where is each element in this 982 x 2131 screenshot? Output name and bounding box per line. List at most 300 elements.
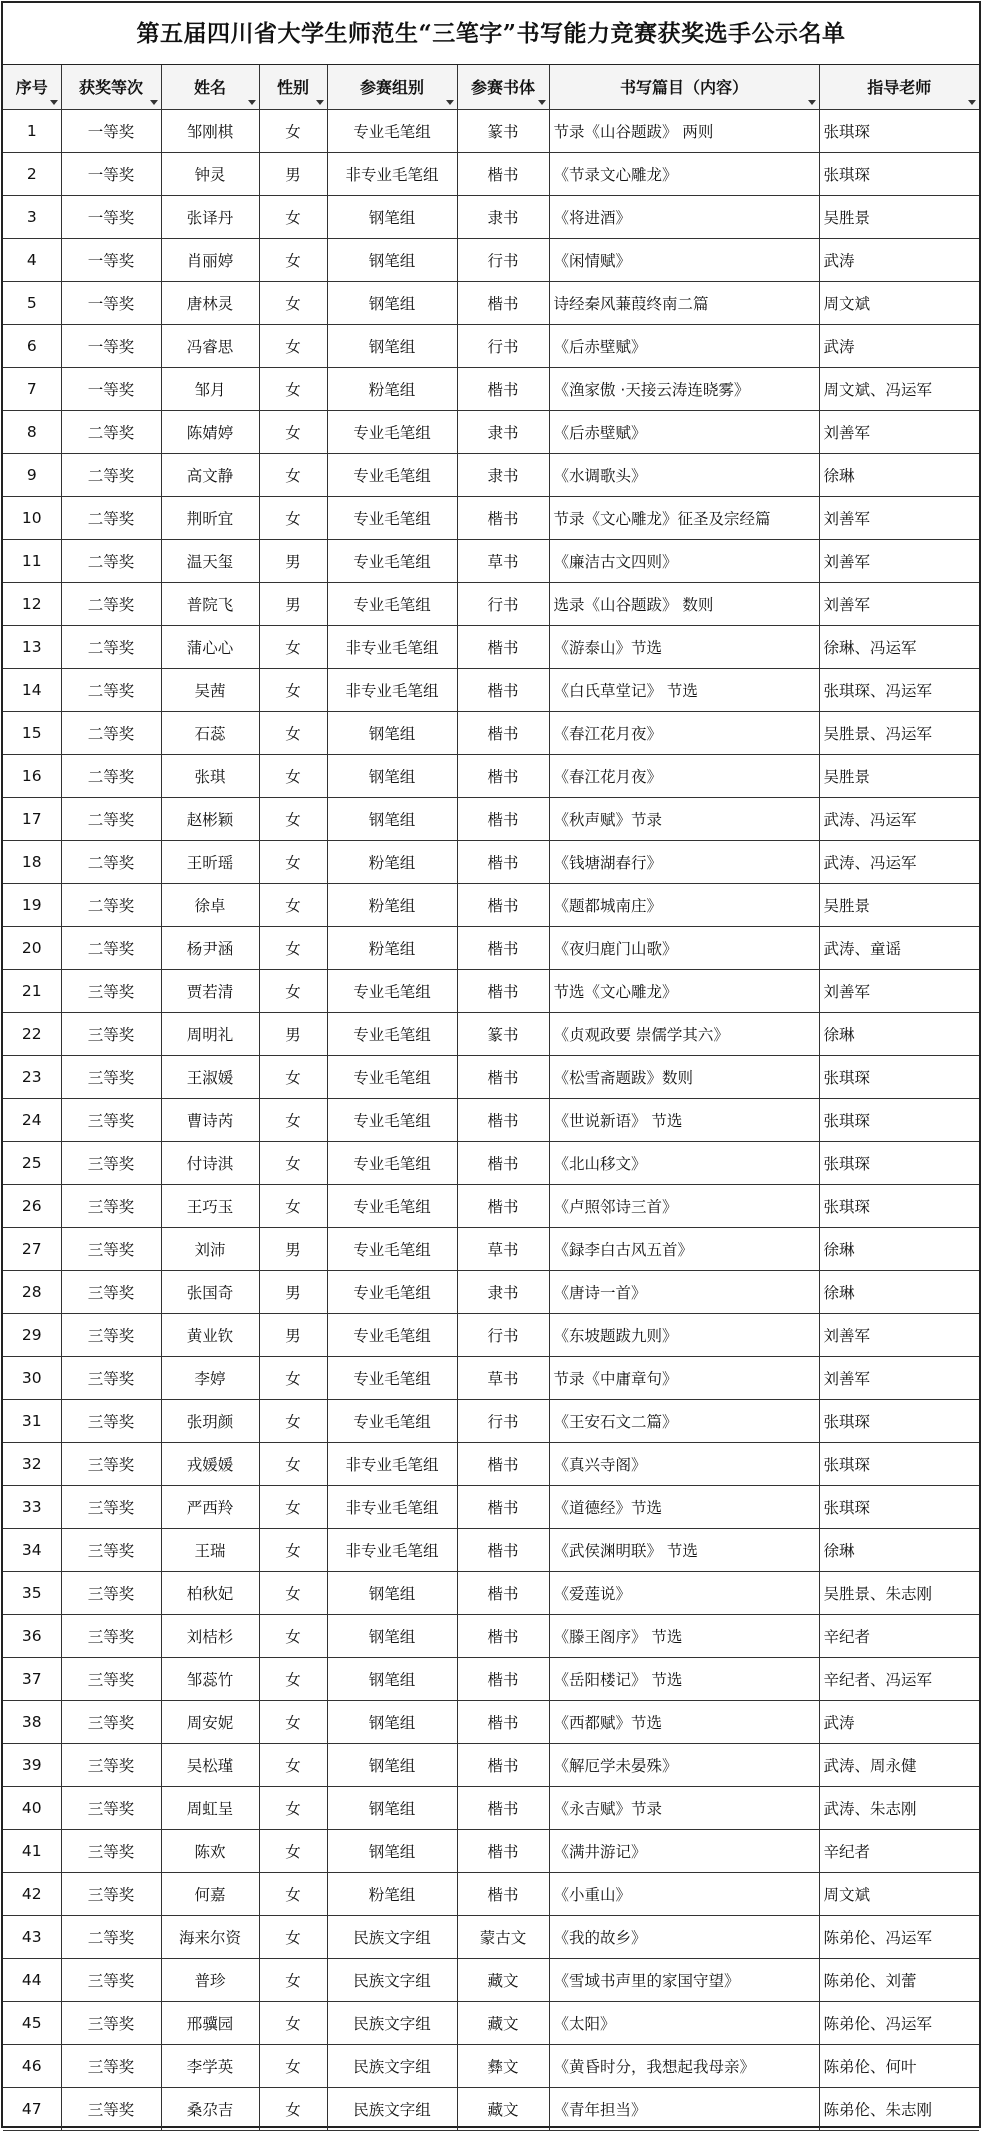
cell-name[interactable]: 刘桔杉 (161, 1614, 259, 1657)
cell-index[interactable]: 34 (3, 1528, 61, 1571)
cell-script[interactable]: 楷书 (457, 1614, 549, 1657)
cell-name[interactable]: 温天玺 (161, 539, 259, 582)
cell-award[interactable]: 三等奖 (61, 2001, 161, 2044)
cell-teacher[interactable]: 徐琳 (819, 453, 979, 496)
cell-teacher[interactable]: 武涛、周永健 (819, 1743, 979, 1786)
cell-teacher[interactable]: 刘善军 (819, 1313, 979, 1356)
cell-group[interactable]: 钢笔组 (327, 238, 457, 281)
cell-name[interactable]: 周虹呈 (161, 1786, 259, 1829)
cell-index[interactable]: 15 (3, 711, 61, 754)
cell-script[interactable]: 楷书 (457, 711, 549, 754)
cell-content[interactable]: 《将进酒》 (549, 195, 819, 238)
cell-content[interactable]: 《唐诗一首》 (549, 1270, 819, 1313)
cell-award[interactable]: 三等奖 (61, 2087, 161, 2130)
cell-index[interactable]: 28 (3, 1270, 61, 1313)
cell-gender[interactable]: 女 (259, 711, 327, 754)
cell-index[interactable]: 36 (3, 1614, 61, 1657)
cell-index[interactable]: 41 (3, 1829, 61, 1872)
cell-index[interactable]: 40 (3, 1786, 61, 1829)
cell-gender[interactable]: 女 (259, 1829, 327, 1872)
cell-gender[interactable]: 男 (259, 1313, 327, 1356)
cell-award[interactable]: 二等奖 (61, 1915, 161, 1958)
cell-index[interactable]: 46 (3, 2044, 61, 2087)
cell-name[interactable]: 荆昕宜 (161, 496, 259, 539)
cell-index[interactable]: 11 (3, 539, 61, 582)
cell-group[interactable]: 专业毛笔组 (327, 410, 457, 453)
cell-teacher[interactable]: 张琪琛 (819, 1141, 979, 1184)
cell-script[interactable]: 楷书 (457, 840, 549, 883)
cell-gender[interactable]: 女 (259, 2044, 327, 2087)
cell-teacher[interactable]: 辛纪者、冯运军 (819, 1657, 979, 1700)
cell-content[interactable]: 《廉洁古文四则》 (549, 539, 819, 582)
cell-script[interactable]: 楷书 (457, 1700, 549, 1743)
cell-group[interactable]: 专业毛笔组 (327, 1098, 457, 1141)
cell-teacher[interactable]: 徐琳、冯运军 (819, 625, 979, 668)
cell-award[interactable]: 二等奖 (61, 797, 161, 840)
cell-group[interactable]: 粉笔组 (327, 367, 457, 410)
filter-dropdown-icon[interactable] (808, 100, 816, 105)
cell-script[interactable]: 楷书 (457, 496, 549, 539)
cell-script[interactable]: 楷书 (457, 883, 549, 926)
cell-index[interactable]: 37 (3, 1657, 61, 1700)
cell-group[interactable]: 民族文字组 (327, 1915, 457, 1958)
filter-dropdown-icon[interactable] (248, 100, 256, 105)
cell-award[interactable]: 三等奖 (61, 1571, 161, 1614)
cell-award[interactable]: 二等奖 (61, 883, 161, 926)
cell-award[interactable]: 三等奖 (61, 1700, 161, 1743)
cell-gender[interactable]: 女 (259, 969, 327, 1012)
cell-content[interactable]: 《春江花月夜》 (549, 754, 819, 797)
cell-content[interactable]: 《西都赋》节选 (549, 1700, 819, 1743)
cell-name[interactable]: 曹诗芮 (161, 1098, 259, 1141)
cell-name[interactable]: 陈欢 (161, 1829, 259, 1872)
cell-name[interactable]: 肖丽婷 (161, 238, 259, 281)
cell-index[interactable]: 45 (3, 2001, 61, 2044)
cell-teacher[interactable]: 武涛 (819, 238, 979, 281)
cell-award[interactable]: 二等奖 (61, 410, 161, 453)
cell-gender[interactable]: 女 (259, 1657, 327, 1700)
filter-dropdown-icon[interactable] (538, 100, 546, 105)
cell-gender[interactable]: 男 (259, 582, 327, 625)
cell-name[interactable]: 钟灵 (161, 152, 259, 195)
cell-index[interactable]: 27 (3, 1227, 61, 1270)
cell-group[interactable]: 粉笔组 (327, 883, 457, 926)
cell-award[interactable]: 三等奖 (61, 1012, 161, 1055)
cell-index[interactable]: 3 (3, 195, 61, 238)
cell-award[interactable]: 二等奖 (61, 840, 161, 883)
cell-gender[interactable]: 女 (259, 926, 327, 969)
cell-index[interactable]: 7 (3, 367, 61, 410)
cell-content[interactable]: 《真兴寺阁》 (549, 1442, 819, 1485)
cell-award[interactable]: 三等奖 (61, 1227, 161, 1270)
cell-index[interactable]: 38 (3, 1700, 61, 1743)
cell-award[interactable]: 一等奖 (61, 281, 161, 324)
cell-gender[interactable]: 女 (259, 1442, 327, 1485)
cell-teacher[interactable]: 吴胜景、朱志刚 (819, 1571, 979, 1614)
cell-name[interactable]: 普珍 (161, 1958, 259, 2001)
cell-award[interactable]: 三等奖 (61, 1786, 161, 1829)
cell-script[interactable]: 隶书 (457, 1270, 549, 1313)
cell-content[interactable]: 《武侯渊明联》 节选 (549, 1528, 819, 1571)
cell-award[interactable]: 二等奖 (61, 926, 161, 969)
cell-award[interactable]: 三等奖 (61, 1958, 161, 2001)
cell-index[interactable]: 39 (3, 1743, 61, 1786)
cell-group[interactable]: 专业毛笔组 (327, 453, 457, 496)
cell-group[interactable]: 钢笔组 (327, 754, 457, 797)
cell-script[interactable]: 行书 (457, 582, 549, 625)
cell-content[interactable]: 《黄昏时分，我想起我母亲》 (549, 2044, 819, 2087)
cell-name[interactable]: 周安妮 (161, 1700, 259, 1743)
cell-group[interactable]: 专业毛笔组 (327, 1270, 457, 1313)
cell-index[interactable]: 4 (3, 238, 61, 281)
cell-teacher[interactable]: 陈弟伦、何叶 (819, 2044, 979, 2087)
cell-content[interactable]: 《夜归鹿门山歌》 (549, 926, 819, 969)
cell-content[interactable]: 《太阳》 (549, 2001, 819, 2044)
cell-award[interactable]: 二等奖 (61, 496, 161, 539)
cell-group[interactable]: 钢笔组 (327, 1829, 457, 1872)
cell-group[interactable]: 专业毛笔组 (327, 1227, 457, 1270)
cell-gender[interactable]: 女 (259, 625, 327, 668)
cell-teacher[interactable]: 陈弟伦、冯运军 (819, 1915, 979, 1958)
cell-content[interactable]: 《岳阳楼记》 节选 (549, 1657, 819, 1700)
cell-content[interactable]: 诗经秦风蒹葭终南二篇 (549, 281, 819, 324)
cell-teacher[interactable]: 陈弟伦、冯运军 (819, 2001, 979, 2044)
cell-name[interactable]: 李学英 (161, 2044, 259, 2087)
cell-script[interactable]: 行书 (457, 324, 549, 367)
cell-teacher[interactable]: 刘善军 (819, 496, 979, 539)
cell-index[interactable]: 24 (3, 1098, 61, 1141)
cell-award[interactable]: 二等奖 (61, 582, 161, 625)
cell-teacher[interactable]: 武涛、朱志刚 (819, 1786, 979, 1829)
cell-index[interactable]: 22 (3, 1012, 61, 1055)
cell-teacher[interactable]: 刘善军 (819, 1356, 979, 1399)
cell-name[interactable]: 黄业钦 (161, 1313, 259, 1356)
cell-name[interactable]: 杨尹涵 (161, 926, 259, 969)
cell-group[interactable]: 民族文字组 (327, 2001, 457, 2044)
cell-teacher[interactable]: 吴胜景、冯运军 (819, 711, 979, 754)
cell-name[interactable]: 张译丹 (161, 195, 259, 238)
cell-group[interactable]: 钢笔组 (327, 711, 457, 754)
cell-content[interactable]: 《世说新语》 节选 (549, 1098, 819, 1141)
cell-award[interactable]: 三等奖 (61, 1829, 161, 1872)
cell-teacher[interactable]: 武涛 (819, 324, 979, 367)
cell-group[interactable]: 专业毛笔组 (327, 1399, 457, 1442)
cell-gender[interactable]: 女 (259, 496, 327, 539)
column-header-teacher[interactable] (819, 65, 979, 109)
cell-gender[interactable]: 女 (259, 238, 327, 281)
filter-dropdown-icon[interactable] (968, 100, 976, 105)
cell-content[interactable]: 《东坡题跋九则》 (549, 1313, 819, 1356)
cell-group[interactable]: 专业毛笔组 (327, 969, 457, 1012)
cell-award[interactable]: 二等奖 (61, 668, 161, 711)
cell-name[interactable]: 普院飞 (161, 582, 259, 625)
cell-teacher[interactable]: 陈弟伦、朱志刚 (819, 2087, 979, 2130)
cell-script[interactable]: 篆书 (457, 1012, 549, 1055)
cell-group[interactable]: 非专业毛笔组 (327, 668, 457, 711)
cell-teacher[interactable]: 吴胜景 (819, 195, 979, 238)
cell-teacher[interactable]: 徐琳 (819, 1528, 979, 1571)
cell-gender[interactable]: 女 (259, 195, 327, 238)
cell-group[interactable]: 钢笔组 (327, 195, 457, 238)
column-header-content[interactable] (549, 65, 819, 109)
cell-content[interactable]: 《北山移文》 (549, 1141, 819, 1184)
cell-name[interactable]: 邹蕊竹 (161, 1657, 259, 1700)
cell-script[interactable]: 藏文 (457, 1958, 549, 2001)
cell-gender[interactable]: 男 (259, 539, 327, 582)
cell-group[interactable]: 专业毛笔组 (327, 1313, 457, 1356)
cell-award[interactable]: 三等奖 (61, 1614, 161, 1657)
cell-script[interactable]: 草书 (457, 539, 549, 582)
cell-content[interactable]: 《游泰山》节选 (549, 625, 819, 668)
cell-gender[interactable]: 女 (259, 367, 327, 410)
cell-award[interactable]: 一等奖 (61, 238, 161, 281)
cell-group[interactable]: 民族文字组 (327, 2087, 457, 2130)
cell-gender[interactable]: 女 (259, 1356, 327, 1399)
cell-content[interactable]: 《白氏草堂记》 节选 (549, 668, 819, 711)
cell-content[interactable]: 《永吉赋》节录 (549, 1786, 819, 1829)
column-header-group[interactable] (327, 65, 457, 109)
cell-index[interactable]: 43 (3, 1915, 61, 1958)
cell-script[interactable]: 楷书 (457, 1055, 549, 1098)
cell-content[interactable]: 《后赤壁赋》 (549, 410, 819, 453)
cell-script[interactable]: 楷书 (457, 281, 549, 324)
cell-name[interactable]: 邹刚棋 (161, 109, 259, 152)
cell-index[interactable]: 1 (3, 109, 61, 152)
cell-script[interactable]: 蒙古文 (457, 1915, 549, 1958)
cell-index[interactable]: 32 (3, 1442, 61, 1485)
cell-content[interactable]: 《后赤壁赋》 (549, 324, 819, 367)
cell-teacher[interactable]: 吴胜景 (819, 883, 979, 926)
cell-index[interactable]: 14 (3, 668, 61, 711)
cell-group[interactable]: 专业毛笔组 (327, 1012, 457, 1055)
cell-group[interactable]: 专业毛笔组 (327, 1184, 457, 1227)
cell-teacher[interactable]: 徐琳 (819, 1012, 979, 1055)
cell-award[interactable]: 三等奖 (61, 1743, 161, 1786)
cell-award[interactable]: 一等奖 (61, 367, 161, 410)
cell-script[interactable]: 行书 (457, 1313, 549, 1356)
cell-gender[interactable]: 女 (259, 1872, 327, 1915)
cell-content[interactable]: 《闲情赋》 (549, 238, 819, 281)
column-header-script[interactable] (457, 65, 549, 109)
cell-gender[interactable]: 男 (259, 1012, 327, 1055)
cell-name[interactable]: 王淑媛 (161, 1055, 259, 1098)
cell-content[interactable]: 《我的故乡》 (549, 1915, 819, 1958)
cell-group[interactable]: 民族文字组 (327, 1958, 457, 2001)
cell-script[interactable]: 楷书 (457, 754, 549, 797)
cell-content[interactable]: 《贞观政要 崇儒学其六》 (549, 1012, 819, 1055)
filter-dropdown-icon[interactable] (150, 100, 158, 105)
cell-content[interactable]: 《春江花月夜》 (549, 711, 819, 754)
cell-group[interactable]: 非专业毛笔组 (327, 1442, 457, 1485)
cell-teacher[interactable]: 徐琳 (819, 1227, 979, 1270)
cell-content[interactable]: 节录《中庸章句》 (549, 1356, 819, 1399)
cell-award[interactable]: 三等奖 (61, 1657, 161, 1700)
cell-group[interactable]: 钢笔组 (327, 281, 457, 324)
cell-teacher[interactable]: 张琪琛 (819, 1442, 979, 1485)
filter-dropdown-icon[interactable] (446, 100, 454, 105)
cell-award[interactable]: 三等奖 (61, 1356, 161, 1399)
cell-teacher[interactable]: 张琪琛 (819, 152, 979, 195)
cell-name[interactable]: 何嘉 (161, 1872, 259, 1915)
cell-name[interactable]: 蒲心心 (161, 625, 259, 668)
cell-teacher[interactable]: 陈弟伦、刘蕾 (819, 1958, 979, 2001)
cell-award[interactable]: 三等奖 (61, 1399, 161, 1442)
cell-content[interactable]: 《渔家傲 ·天接云涛连晓雾》 (549, 367, 819, 410)
cell-gender[interactable]: 女 (259, 840, 327, 883)
cell-script[interactable]: 行书 (457, 238, 549, 281)
cell-group[interactable]: 专业毛笔组 (327, 1356, 457, 1399)
cell-index[interactable]: 23 (3, 1055, 61, 1098)
cell-group[interactable]: 钢笔组 (327, 1614, 457, 1657)
column-header-index[interactable] (3, 65, 61, 109)
cell-group[interactable]: 钢笔组 (327, 797, 457, 840)
cell-gender[interactable]: 女 (259, 754, 327, 797)
cell-name[interactable]: 石蕊 (161, 711, 259, 754)
cell-index[interactable]: 19 (3, 883, 61, 926)
cell-script[interactable]: 楷书 (457, 1571, 549, 1614)
cell-gender[interactable]: 女 (259, 1141, 327, 1184)
cell-content[interactable]: 《解厄学未晏殊》 (549, 1743, 819, 1786)
cell-name[interactable]: 唐林灵 (161, 281, 259, 324)
cell-group[interactable]: 民族文字组 (327, 2044, 457, 2087)
cell-script[interactable]: 楷书 (457, 1098, 549, 1141)
cell-name[interactable]: 付诗淇 (161, 1141, 259, 1184)
cell-gender[interactable]: 女 (259, 1614, 327, 1657)
cell-award[interactable]: 二等奖 (61, 453, 161, 496)
cell-content[interactable]: 《节录文心雕龙》 (549, 152, 819, 195)
cell-award[interactable]: 三等奖 (61, 1184, 161, 1227)
cell-gender[interactable]: 女 (259, 109, 327, 152)
cell-script[interactable]: 行书 (457, 1399, 549, 1442)
cell-group[interactable]: 钢笔组 (327, 324, 457, 367)
cell-name[interactable]: 刘沛 (161, 1227, 259, 1270)
cell-teacher[interactable]: 武涛、童谣 (819, 926, 979, 969)
cell-content[interactable]: 选录《山谷题跋》 数则 (549, 582, 819, 625)
cell-content[interactable]: 《松雪斋题跋》数则 (549, 1055, 819, 1098)
column-header-name[interactable] (161, 65, 259, 109)
cell-gender[interactable]: 男 (259, 1227, 327, 1270)
cell-script[interactable]: 楷书 (457, 1872, 549, 1915)
cell-name[interactable]: 赵彬颖 (161, 797, 259, 840)
cell-script[interactable]: 楷书 (457, 1141, 549, 1184)
cell-teacher[interactable]: 武涛、冯运军 (819, 797, 979, 840)
cell-content[interactable]: 节录《文心雕龙》征圣及宗经篇 (549, 496, 819, 539)
cell-script[interactable]: 楷书 (457, 1829, 549, 1872)
cell-index[interactable]: 35 (3, 1571, 61, 1614)
cell-content[interactable]: 节选《文心雕龙》 (549, 969, 819, 1012)
cell-group[interactable]: 钢笔组 (327, 1786, 457, 1829)
cell-script[interactable]: 楷书 (457, 1657, 549, 1700)
cell-content[interactable]: 《録李白古风五首》 (549, 1227, 819, 1270)
cell-script[interactable]: 楷书 (457, 1442, 549, 1485)
cell-name[interactable]: 陈婧婷 (161, 410, 259, 453)
cell-name[interactable]: 冯睿思 (161, 324, 259, 367)
cell-teacher[interactable]: 张琪琛、冯运军 (819, 668, 979, 711)
cell-teacher[interactable]: 张琪琛 (819, 1184, 979, 1227)
column-header-gender[interactable] (259, 65, 327, 109)
cell-teacher[interactable]: 徐琳 (819, 1270, 979, 1313)
cell-content[interactable]: 《题都城南庄》 (549, 883, 819, 926)
cell-award[interactable]: 一等奖 (61, 152, 161, 195)
cell-index[interactable]: 13 (3, 625, 61, 668)
cell-teacher[interactable]: 周文斌 (819, 1872, 979, 1915)
cell-gender[interactable]: 女 (259, 1399, 327, 1442)
cell-teacher[interactable]: 辛纪者 (819, 1614, 979, 1657)
cell-index[interactable]: 18 (3, 840, 61, 883)
cell-script[interactable]: 楷书 (457, 152, 549, 195)
cell-gender[interactable]: 女 (259, 453, 327, 496)
cell-gender[interactable]: 女 (259, 1184, 327, 1227)
cell-teacher[interactable]: 张琪琛 (819, 1485, 979, 1528)
cell-index[interactable]: 17 (3, 797, 61, 840)
cell-gender[interactable]: 女 (259, 2087, 327, 2130)
cell-index[interactable]: 8 (3, 410, 61, 453)
cell-gender[interactable]: 女 (259, 797, 327, 840)
cell-teacher[interactable]: 刘善军 (819, 969, 979, 1012)
cell-gender[interactable]: 男 (259, 1270, 327, 1313)
cell-group[interactable]: 非专业毛笔组 (327, 1528, 457, 1571)
cell-teacher[interactable]: 张琪琛 (819, 109, 979, 152)
cell-name[interactable]: 戎媛媛 (161, 1442, 259, 1485)
cell-gender[interactable]: 女 (259, 1055, 327, 1098)
cell-content[interactable]: 《青年担当》 (549, 2087, 819, 2130)
cell-script[interactable]: 楷书 (457, 926, 549, 969)
cell-group[interactable]: 专业毛笔组 (327, 539, 457, 582)
cell-index[interactable]: 12 (3, 582, 61, 625)
cell-gender[interactable]: 女 (259, 1915, 327, 1958)
cell-name[interactable]: 吴松瑾 (161, 1743, 259, 1786)
cell-gender[interactable]: 女 (259, 1786, 327, 1829)
cell-gender[interactable]: 女 (259, 1743, 327, 1786)
cell-content[interactable]: 《小重山》 (549, 1872, 819, 1915)
cell-index[interactable]: 33 (3, 1485, 61, 1528)
cell-content[interactable]: 《满井游记》 (549, 1829, 819, 1872)
cell-index[interactable]: 26 (3, 1184, 61, 1227)
cell-name[interactable]: 李婷 (161, 1356, 259, 1399)
cell-content[interactable]: 《卢照邻诗三首》 (549, 1184, 819, 1227)
cell-group[interactable]: 非专业毛笔组 (327, 152, 457, 195)
cell-name[interactable]: 柏秋妃 (161, 1571, 259, 1614)
cell-script[interactable]: 草书 (457, 1356, 549, 1399)
cell-gender[interactable]: 女 (259, 410, 327, 453)
cell-group[interactable]: 专业毛笔组 (327, 1055, 457, 1098)
cell-script[interactable]: 藏文 (457, 2087, 549, 2130)
cell-group[interactable]: 非专业毛笔组 (327, 1485, 457, 1528)
cell-content[interactable]: 节录《山谷题跋》 两则 (549, 109, 819, 152)
cell-group[interactable]: 专业毛笔组 (327, 109, 457, 152)
cell-name[interactable]: 王昕瑶 (161, 840, 259, 883)
cell-gender[interactable]: 女 (259, 1485, 327, 1528)
cell-gender[interactable]: 女 (259, 1958, 327, 2001)
cell-group[interactable]: 粉笔组 (327, 1872, 457, 1915)
cell-award[interactable]: 一等奖 (61, 324, 161, 367)
cell-content[interactable]: 《钱塘湖春行》 (549, 840, 819, 883)
cell-index[interactable]: 29 (3, 1313, 61, 1356)
cell-teacher[interactable]: 刘善军 (819, 582, 979, 625)
cell-teacher[interactable]: 吴胜景 (819, 754, 979, 797)
cell-script[interactable]: 彝文 (457, 2044, 549, 2087)
cell-script[interactable]: 楷书 (457, 1485, 549, 1528)
cell-gender[interactable]: 女 (259, 2001, 327, 2044)
cell-award[interactable]: 二等奖 (61, 711, 161, 754)
cell-teacher[interactable]: 刘善军 (819, 410, 979, 453)
cell-script[interactable]: 楷书 (457, 625, 549, 668)
cell-index[interactable]: 31 (3, 1399, 61, 1442)
cell-index[interactable]: 16 (3, 754, 61, 797)
cell-award[interactable]: 三等奖 (61, 1485, 161, 1528)
cell-award[interactable]: 三等奖 (61, 1141, 161, 1184)
cell-index[interactable]: 47 (3, 2087, 61, 2130)
